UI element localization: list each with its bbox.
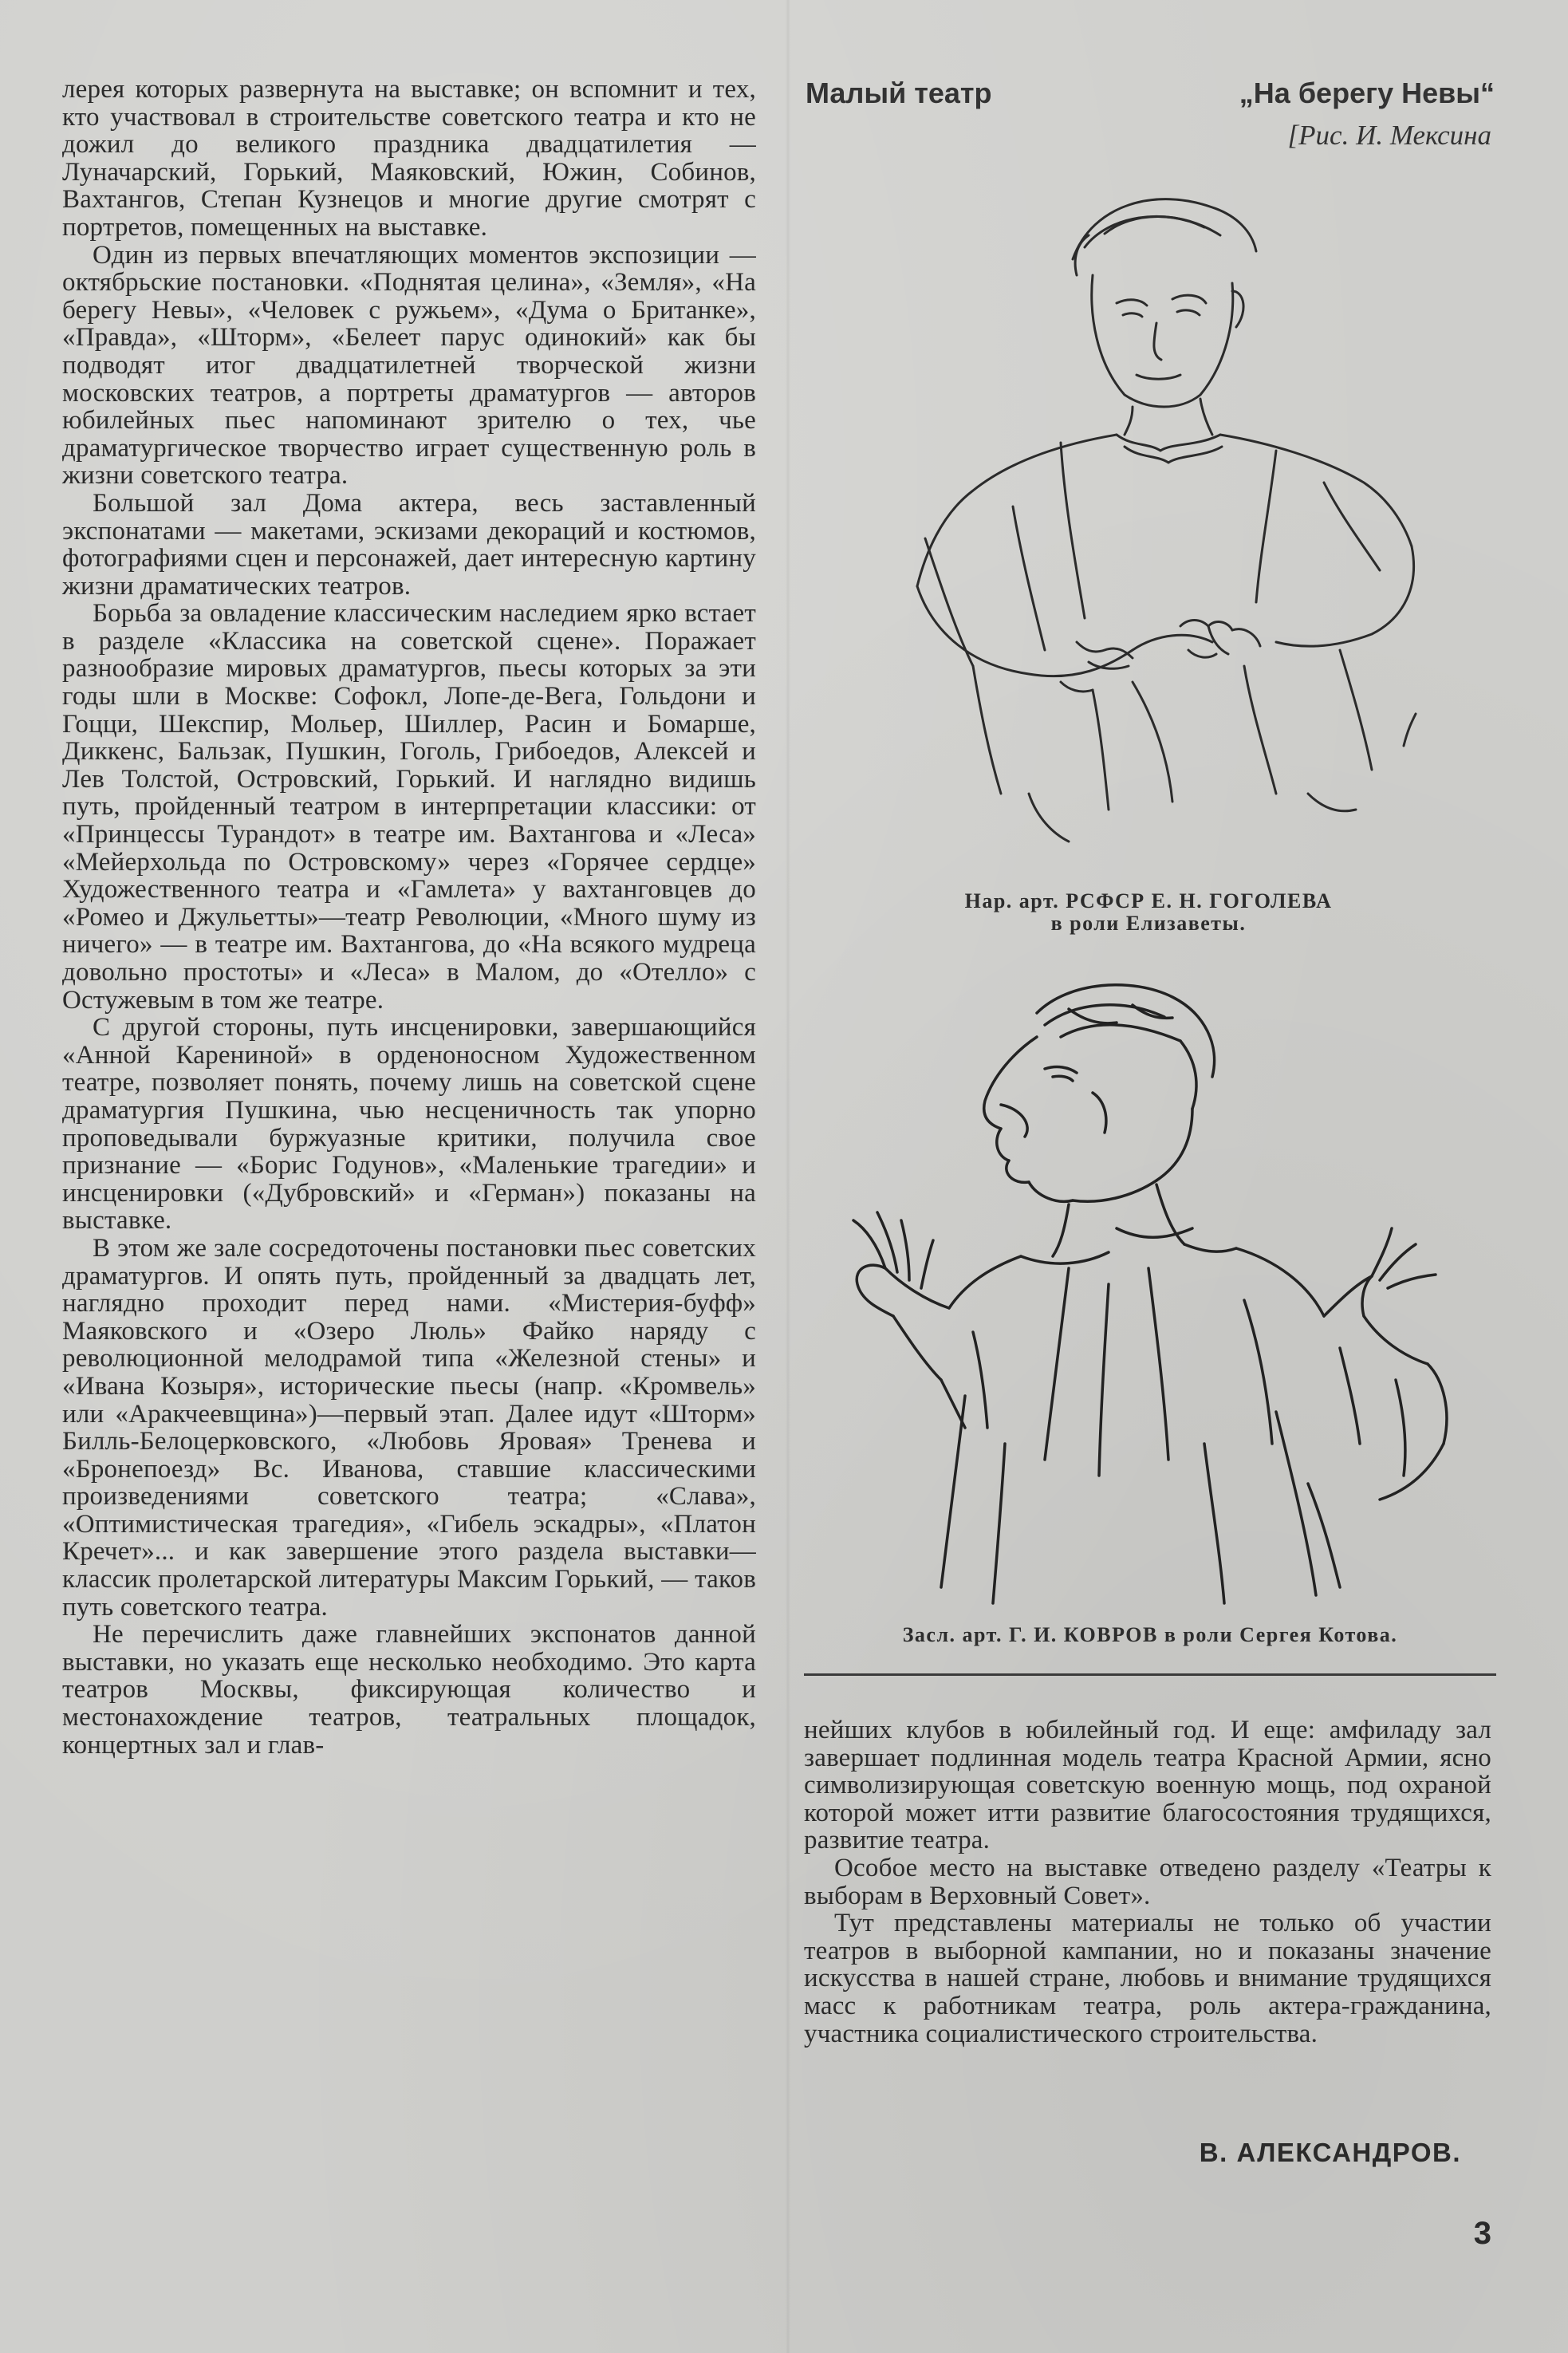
paragraph: В этом же зале сосредоточены постановки пьес советских драматургов. И опять путь, пройденный за двадцать лет, наглядно проходит перед нами. «Мистерия-буфф» Маяковского и «Озеро Люль» Файко наряду с революционной мелодрамой типа «Железной стены» и «Ивана Козыря», исторические пьесы (напр. «Кромвель» или «Аракчеевщина»)—первый этап. Далее идут «Шторм» Билль-Белоцерковского, «Любовь Яровая» Тренева и «Бронепоезд» Вс. Иванова, ставшие классическими произведениями советского театра; «Слава», «Оптимистическая трагедия», «Гибель эскадры», «Платон Кречет»... и как завершение этого раздела выставки—классик пролетарской литературы Максим Горький, — таков путь советского театра. xyxy=(62,1233,756,1622)
play-title: „На берегу Невы“ xyxy=(1239,77,1495,109)
paragraph: Борьба за овладение классическим наследием ярко встает в разделе «Классика на советской сцене». Поражает разнообразие мировых драматургов, пьесы которых за эти годы шли в Москве: Софокл, Лопе-де-Вега, Гольдони и Гоцци, Шекспир, Мольер, Шиллер, Расин и Бомарше, Диккенс, Бальзак, Пушкин, Гоголь, Грибоедов, Алексей и Лев Толстой, Островский, Горький. И наглядно видишь путь, пройденный театром в интерпретации классики: от «Принцессы Турандот» в театре им. Вахтангова и «Леса» «Мейерхольда по Островскому» через «Горячее сердце» Художественного театра и «Гамлета» у вахтанговцев до «Ромео и Джульетты»—театр Революции, «Много шуму из ничего» — в театре им. Вахтангова, до «На всякого мудреца довольно простоты» и «Леса» в Малом, до «Отелло» с Остужевым в том же театре. xyxy=(62,599,756,1015)
right-column-text xyxy=(804,1716,1491,2048)
paragraph: нейших клубов в юбилейный год. И еще: амфиладу зал завершает подлинная модель театра Красной Армии, ясно символизирующая советскую военную мощь, под охраной которой может итти развитие благосостояния трудящихся, развитие театра. xyxy=(804,1716,1491,1855)
caption-kovrov: Засл. арт. Г. И. КОВРОВ в роли Сергея Котова. xyxy=(902,1623,1398,1646)
page-fold xyxy=(786,0,790,2353)
theater-name: Малый театр xyxy=(806,77,992,109)
paragraph: Не перечислить даже главнейших экспонатов данной выставки, но указать еще несколько необходимо. Это карта театров Москвы, фиксирующая количество и местонахождение театров, театральных площадок, концертных зал и глав- xyxy=(62,1620,756,1760)
paragraph: Большой зал Дома актера, весь заставленный экспонатами — макетами, эскизами декораций и костюмов, фотографиями сцен и персонажей, дает интересную картину жизни драматических театров. xyxy=(62,488,756,601)
paragraph: Особое место на выставке отведено разделу «Театры к выборам в Верховный Совет». xyxy=(804,1853,1491,1910)
caption-gogoleva xyxy=(861,890,1436,935)
paragraph: лерея которых развернута на выставке; он вспомнит и тех, кто участвовал в строительстве советского театра и кто не дожил до великого праздника двадцатилетия — Луначарский, Горький, Маяковский, Южин, Собинов, Вахтангов, Степан Кузнецов и многие другие смотрят с портретов, помещенных на выставке. xyxy=(62,75,756,242)
artist-credit: [Рис. И. Мексина xyxy=(1287,120,1491,151)
left-column xyxy=(62,76,756,1759)
paragraph: Один из первых впечатляющих моментов экспозиции — октябрьские постановки. «Поднятая целина», «Земля», «На берегу Невы», «Человек с ружьем», «Дума о Британке», «Правда», «Шторм», «Белеет парус одинокий» как бы подводят итог двадцатилетней творческой жизни московских театров, а портреты драматургов — авторов юбилейных пьес напоминают зрителю о тех, чье драматургическое творчество играет существенную роль в жизни советского театра. xyxy=(62,240,756,491)
caption-gogoleva-line1: Нар. арт. РСФСР Е. Н. ГОГОЛЕВА xyxy=(964,889,1333,912)
caption-gogoleva-line2: в роли Елизаветы. xyxy=(1050,912,1247,935)
paragraph: С другой стороны, путь инсценировки, завершающийся «Анной Карениной» в орденоносном Художественном театре, позволяет понять, почему лишь на советской сцене драматургия Пушкина, чью несценичность так упорно проповедывали буржуазные критики, получила свое признание — «Борис Годунов», «Маленькие трагедии» и инсценировки («Дубровский» и «Герман») показаны на выставке. xyxy=(62,1013,756,1236)
page-number: 3 xyxy=(1473,2216,1491,2251)
author-signature: В. АЛЕКСАНДРОВ. xyxy=(1199,2138,1461,2167)
portrait-kovrov-drawing xyxy=(829,965,1491,1619)
column-rule xyxy=(804,1673,1496,1676)
portrait-gogoleva-drawing xyxy=(893,171,1468,865)
paragraph: Тут представлены материалы не только об участии театров в выборной кампании, но и показаны значение искусства в нашей стране, любовь и внимание трудящихся масс к работникам театра, роль актера-гражданина, участника социалистического строительства. xyxy=(804,1909,1491,2048)
